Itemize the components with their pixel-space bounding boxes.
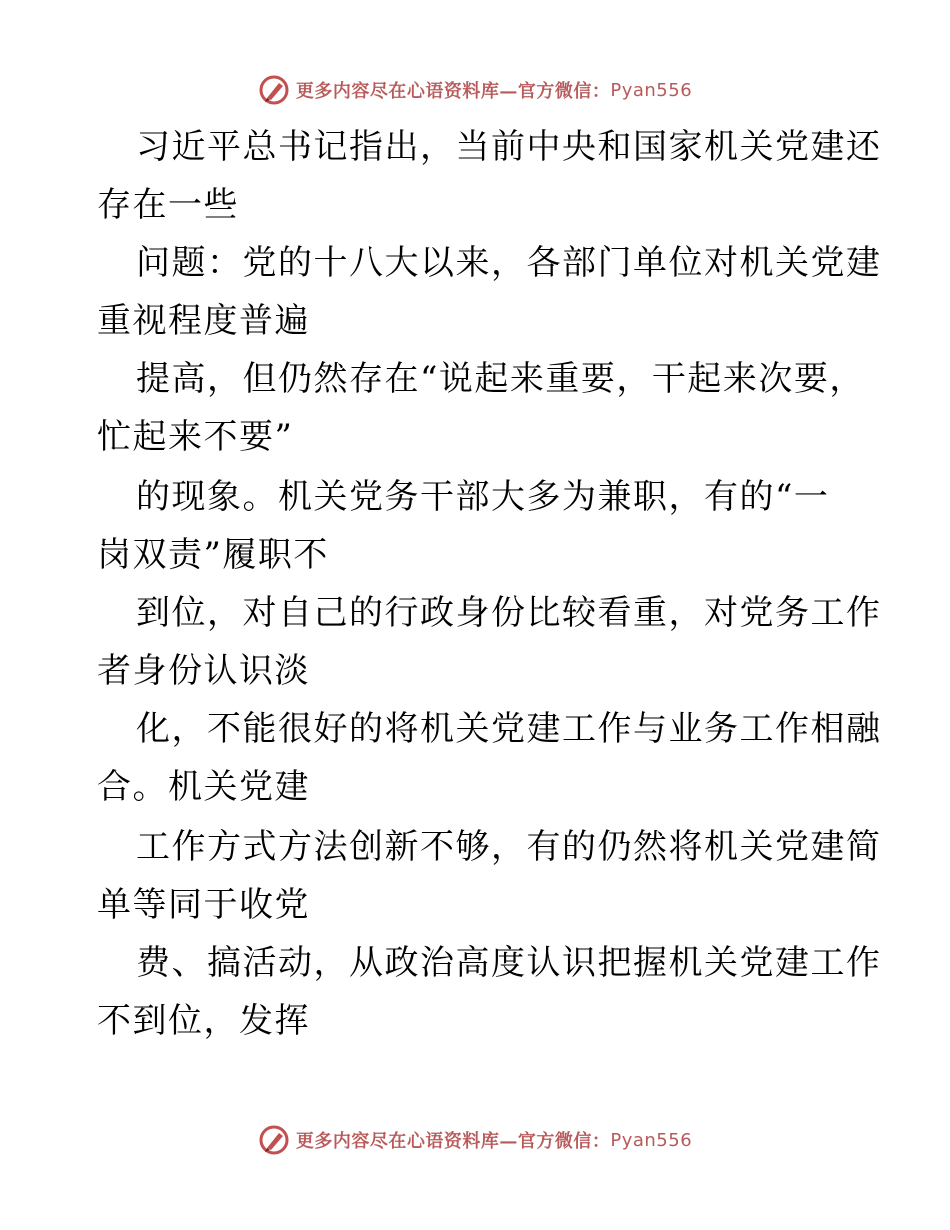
text-line: 问题：党的十八大以来，各部门单位对机关党建 xyxy=(136,243,882,283)
text-line: 存在一些 xyxy=(97,185,239,225)
header-watermark xyxy=(0,68,950,112)
watermark-text: 更多内容尽在心语资料库—官方微信： xyxy=(295,81,611,102)
text-line: 重视程度普遍 xyxy=(97,301,310,341)
footer-watermark xyxy=(0,1118,950,1162)
text-line: 不到位，发挥 xyxy=(97,1001,310,1041)
text-line: 合。机关党建 xyxy=(97,767,310,807)
text-line: 者身份认识淡 xyxy=(97,651,310,691)
text-line: 费、搞活动，从政治高度认识把握机关党建工作 xyxy=(136,943,882,983)
pen-logo-icon xyxy=(258,1124,290,1156)
watermark-wechat-id: Pyan556 xyxy=(610,79,693,101)
text-line: 的现象。机关党务干部大多为兼职，有的“一 xyxy=(136,477,830,517)
watermark-text: 更多内容尽在心语资料库—官方微信： xyxy=(295,1131,611,1152)
text-line: 习近平总书记指出，当前中央和国家机关党建还 xyxy=(136,127,882,167)
text-line: 岗双责”履职不 xyxy=(97,535,329,575)
text-line: 单等同于收党 xyxy=(97,885,310,925)
pen-logo-icon xyxy=(258,74,290,106)
text-line: 忙起来不要” xyxy=(97,417,294,457)
text-line: 到位，对自己的行政身份比较看重，对党务工作 xyxy=(136,593,882,633)
watermark-wechat-id: Pyan556 xyxy=(610,1129,693,1151)
text-line: 工作方式方法创新不够，有的仍然将机关党建简 xyxy=(136,827,882,867)
text-line: 提高，但仍然存在“说起来重要，干起来次要， xyxy=(136,359,865,399)
text-line: 化，不能很好的将机关党建工作与业务工作相融 xyxy=(136,709,882,749)
